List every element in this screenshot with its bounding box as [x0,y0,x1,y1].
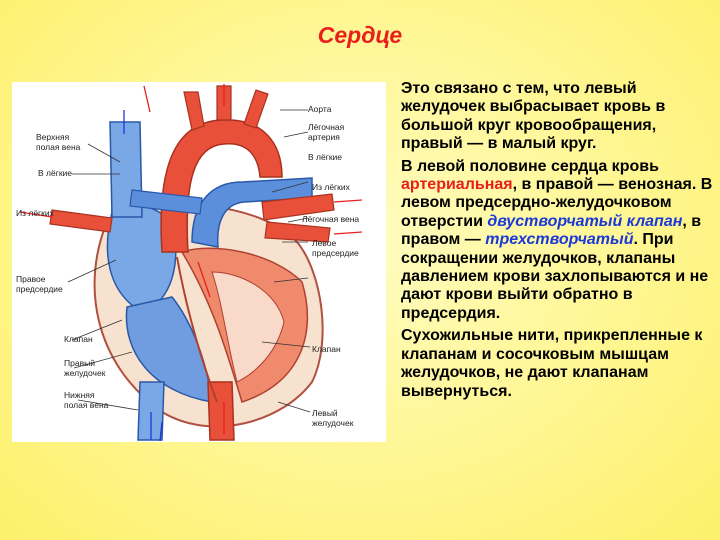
label-valve-right: Клапан [312,344,341,354]
pulmonary-veins-left [50,210,112,232]
label-inferior-vena-cava: Нижняя полая вена [64,390,109,410]
label-from-lungs-left: Из лёгких [16,208,54,218]
slide-title: Сердце [317,22,403,48]
label-left-ventricle: Левый желудочек [312,408,354,428]
p2-text-7: . При сокращении желудочков, клапаны давлением крови захлопываются и не дают крови выйти обратно в предсердия. [401,231,709,322]
paragraph-circulation: Это связано с тем, что левый желудочек выбрасывает кровь в большой круг кровообращения, правый — в малый круг. [401,80,666,153]
p2-text-5: , в правом — [401,212,702,249]
term-bicuspid-valve: двустворчатый клапан [487,212,683,230]
label-left-atrium: Левое предсердие [312,238,359,258]
label-pulmonary-veins: Лёгочная вена [302,214,360,224]
p2-text-3: , в правой — венозная. В левом предсердно-желудочковом отверстии [401,176,713,230]
heart-diagram [12,82,386,442]
label-right-atrium: Правое предсердие [16,274,63,294]
label-to-lungs-left: В лёгкие [38,168,73,178]
label-right-ventricle: Правый желудочек [64,358,106,378]
label-from-lungs-right: Из лёгких [312,182,350,192]
label-valve-left: Клапан [64,334,93,344]
paragraph-chordae: Сухожильные нити, прикрепленные к клапанам и сосочковым мышцам желудочков, не дают клапанам вывернуться. [401,327,703,400]
paragraph-valves [401,158,713,324]
term-arterial: артериальная [401,176,513,194]
term-tricuspid: трехстворчатый [485,231,634,249]
label-superior-vena-cava: Верхняя полая вена [36,132,81,152]
label-to-lungs-right: В лёгкие [308,152,343,162]
label-pulmonary-artery: Лёгочная артерия [308,122,345,142]
slide-body [401,80,713,405]
p2-text-1: В левой половине сердца кровь [401,157,659,175]
label-aorta: Аорта [308,104,332,114]
